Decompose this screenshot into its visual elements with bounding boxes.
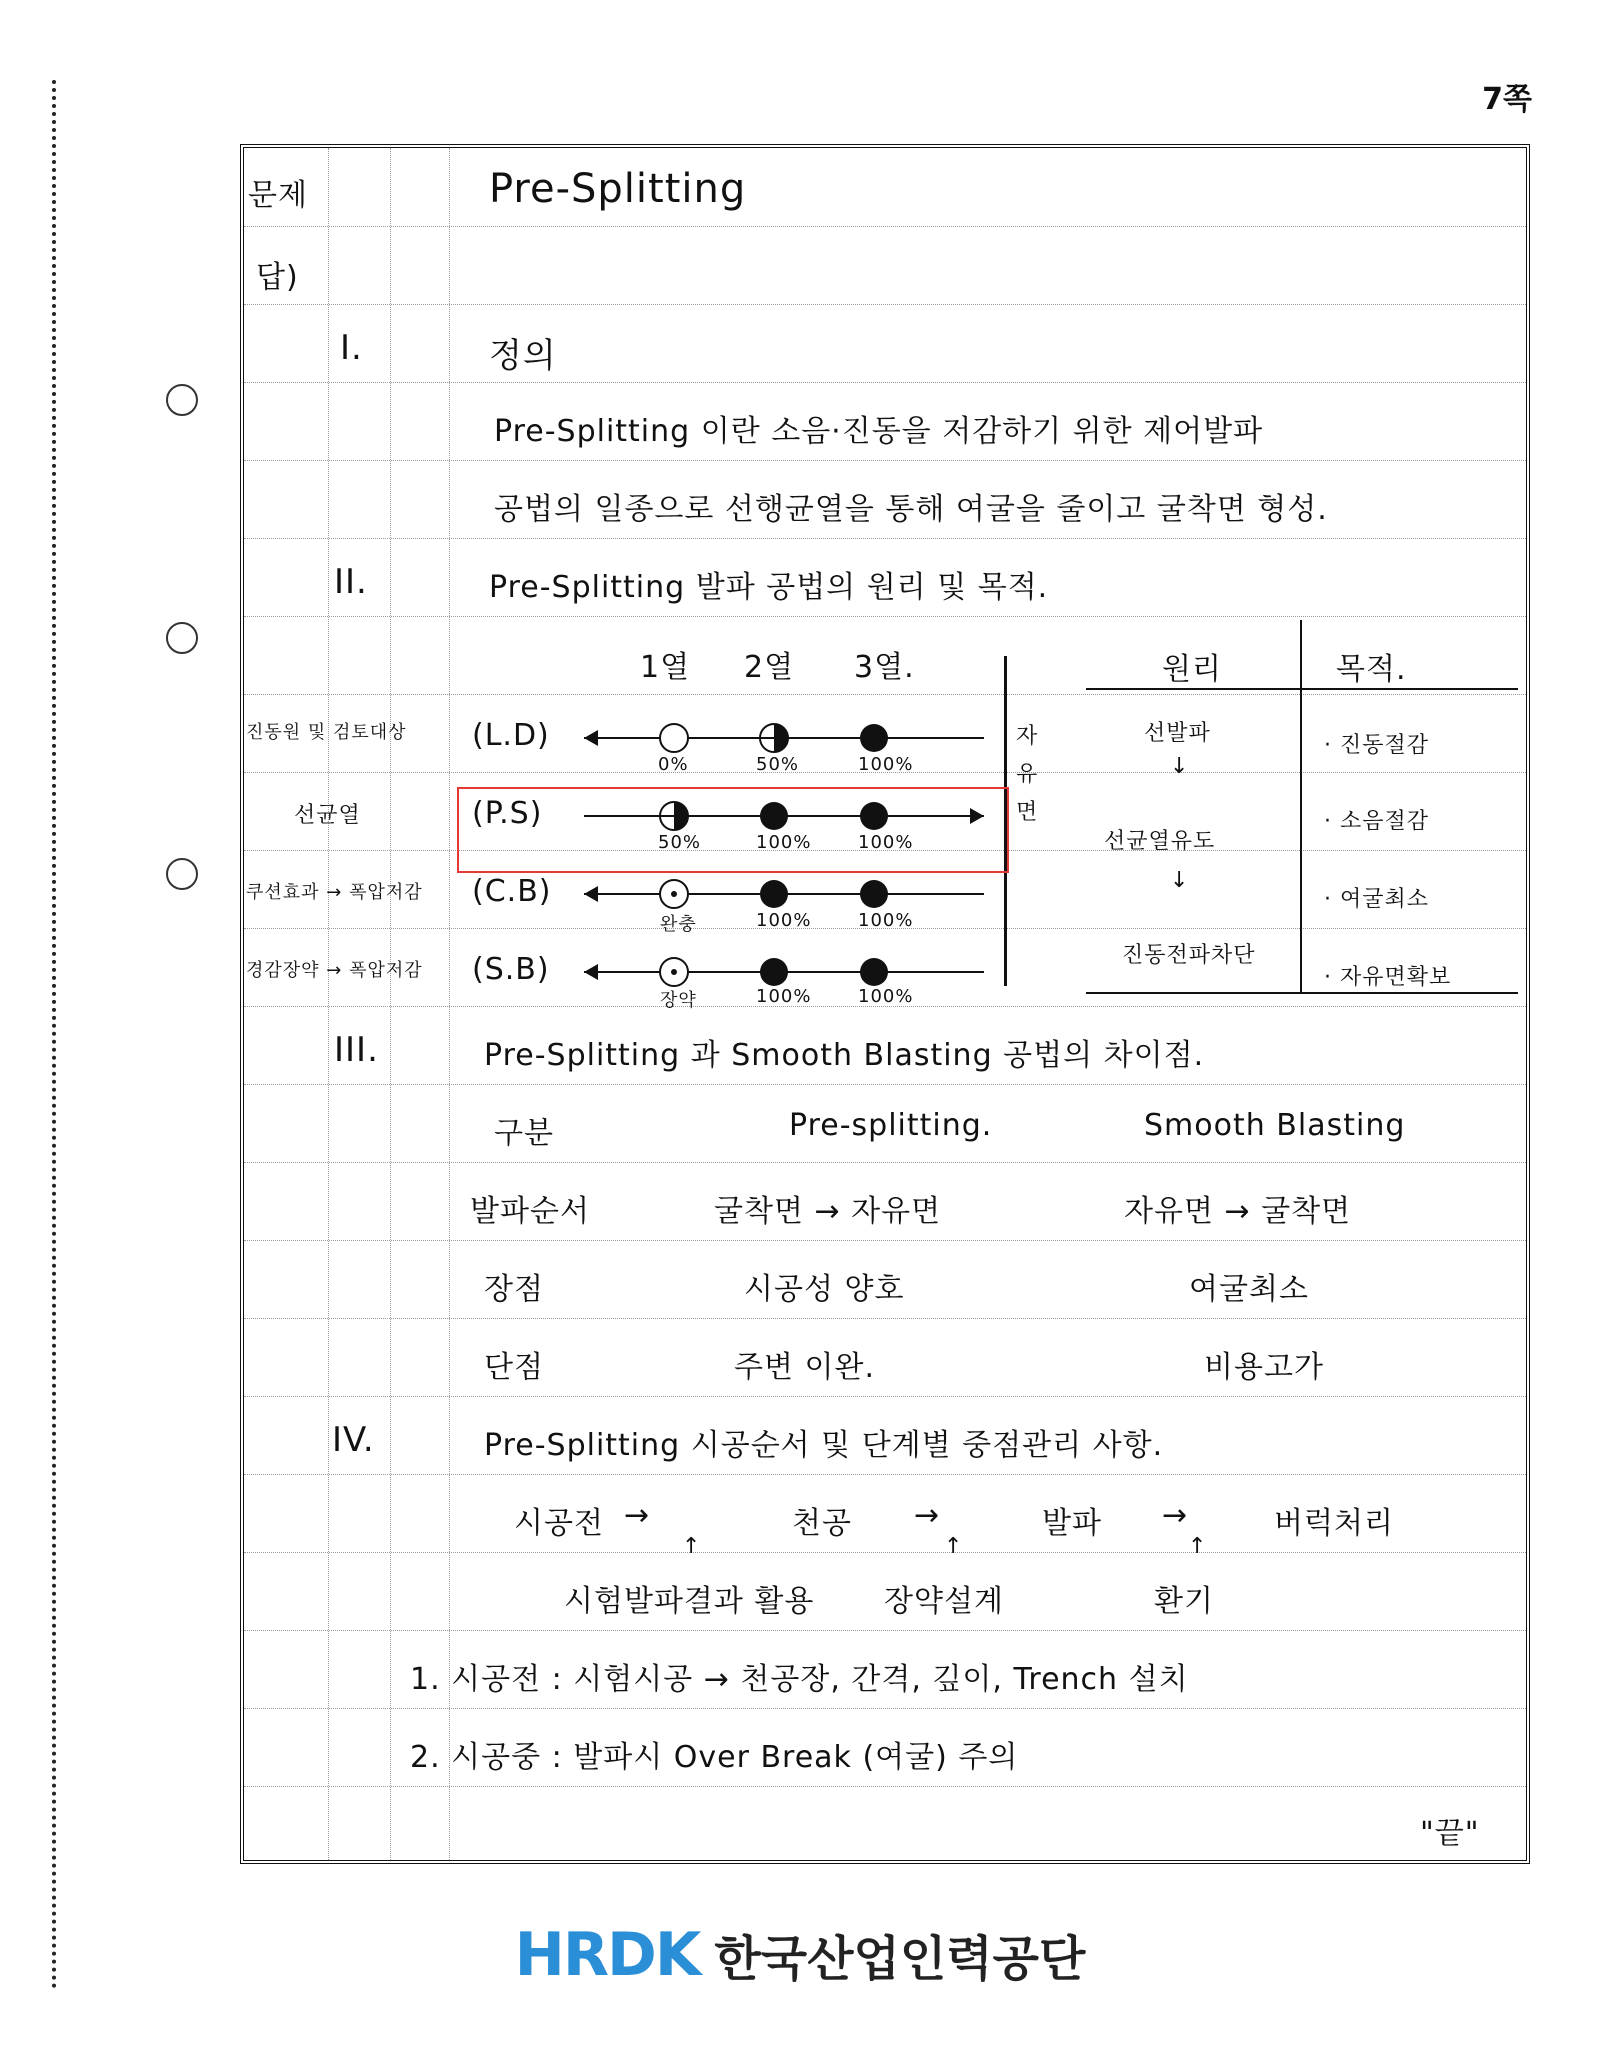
flow-note-3: 환기 — [1154, 1584, 1214, 1619]
binder-hole — [166, 622, 198, 654]
principle-3: 진동전파차단 — [1122, 943, 1256, 968]
diagram-code-ld: (L.D) — [472, 718, 550, 753]
diagram-code-cb: (C.B) — [472, 874, 552, 909]
diagram-code-ps: (P.S) — [472, 796, 543, 831]
management-item-2: 2. 시공중 : 발파시 Over Break (여굴) 주의 — [410, 1740, 1019, 1775]
question-label: 문제 — [248, 178, 308, 213]
ps-pct-2: 100% — [756, 832, 812, 853]
flow-arrow-1: → — [624, 1498, 651, 1533]
diagram-col-3: 3열. — [854, 650, 915, 685]
flow-arrow-2: → — [914, 1498, 941, 1533]
section-4-heading: Pre-Splitting 시공순서 및 단계별 중점관리 사항. — [484, 1428, 1164, 1463]
diagram-side-ps: 선균열 — [294, 803, 361, 828]
flow-note-arrow-3: ↑ — [1188, 1534, 1208, 1559]
ld-pct-1: 0% — [658, 754, 689, 775]
sb-pct-1: 장약 — [660, 990, 697, 1011]
section-1-heading: 정의 — [489, 336, 557, 376]
section-1-number: I. — [340, 328, 363, 368]
sb-row-graphic — [584, 942, 1014, 1022]
ps-pct-1: 50% — [658, 832, 702, 853]
ld-pct-2: 50% — [756, 754, 800, 775]
ld-row-graphic — [584, 708, 1014, 788]
free-face-label: 자유면 — [1016, 724, 1039, 825]
principle-arrow-2: ↓ — [1170, 868, 1190, 893]
comparison-row-1-ps: 굴착면 → 자유면 — [714, 1194, 942, 1229]
diagram-side-sb: 경감장약 → 폭압저감 — [246, 960, 423, 981]
definition-line-1: Pre-Splitting 이란 소음·진동을 저감하기 위한 제어발파 — [494, 414, 1264, 449]
section-3-number: III. — [334, 1030, 379, 1070]
comparison-row-2-ps: 시공성 양호 — [744, 1272, 905, 1307]
answer-sheet — [240, 144, 1530, 1864]
diagram-code-sb: (S.B) — [472, 952, 550, 987]
highlight-box — [457, 787, 1009, 873]
principle-table-divider — [1300, 620, 1302, 992]
flow-note-2: 장약설계 — [884, 1584, 1004, 1619]
comparison-row-3-ps: 주변 이완. — [734, 1350, 875, 1385]
cb-row-graphic — [584, 864, 1014, 944]
page-number: 7쪽 — [1482, 82, 1532, 117]
purpose-3: · 여굴최소 — [1324, 887, 1429, 912]
principle-table-bottom-line — [1086, 992, 1518, 994]
comparison-row-3-label: 단점 — [484, 1350, 544, 1385]
principle-header: 원리 — [1162, 652, 1222, 687]
comparison-row-1-label: 발파순서 — [470, 1194, 590, 1229]
principle-2: 선균열유도 — [1104, 829, 1216, 854]
diagram-side-cb: 쿠션효과 → 폭압저감 — [246, 882, 423, 903]
section-2-number: II. — [334, 562, 368, 602]
comparison-header-3: Smooth Blasting — [1144, 1108, 1406, 1143]
diagram-col-2: 2열 — [744, 650, 795, 685]
purpose-header: 목적. — [1336, 652, 1407, 687]
hrdk-logo-text: HRDK — [514, 1920, 700, 1990]
diagram-side-ld: 진동원 및 검토대상 — [246, 722, 407, 743]
binder-hole — [166, 384, 198, 416]
ld-pct-3: 100% — [858, 754, 914, 775]
end-mark: "끝" — [1420, 1816, 1480, 1851]
management-item-1: 1. 시공전 : 시험시공 → 천공장, 간격, 깊이, Trench 설치 — [410, 1662, 1189, 1697]
purpose-2: · 소음절감 — [1324, 809, 1429, 834]
flow-step-3: 발파 — [1042, 1506, 1102, 1541]
cb-pct-1: 완충 — [660, 914, 697, 935]
principle-arrow-1: ↓ — [1170, 754, 1190, 779]
hrdk-org-name: 한국산업인력공단 — [714, 1931, 1086, 1987]
comparison-header-2: Pre-splitting. — [789, 1108, 993, 1143]
binder-hole — [166, 858, 198, 890]
ps-pct-3: 100% — [858, 832, 914, 853]
diagram-col-1: 1열 — [640, 650, 691, 685]
comparison-row-2-sb: 여굴최소 — [1189, 1272, 1309, 1307]
flow-note-arrow-2: ↑ — [944, 1534, 964, 1559]
footer-logo — [0, 1920, 1600, 1990]
question-title: Pre-Splitting — [489, 166, 747, 212]
sb-pct-2: 100% — [756, 986, 812, 1007]
section-4-number: IV. — [332, 1420, 375, 1460]
flow-arrow-3: → — [1162, 1498, 1189, 1533]
principle-1: 선발파 — [1144, 721, 1211, 746]
comparison-row-2-label: 장점 — [484, 1272, 544, 1307]
flow-step-4: 버럭처리 — [1274, 1506, 1394, 1541]
purpose-4: · 자유면확보 — [1324, 965, 1452, 990]
cb-pct-2: 100% — [756, 910, 812, 931]
binding-dotted-line — [52, 80, 56, 1990]
comparison-row-1-sb: 자유면 → 굴착면 — [1124, 1194, 1352, 1229]
cb-pct-3: 100% — [858, 910, 914, 931]
definition-line-2: 공법의 일종으로 선행균열을 통해 여굴을 줄이고 굴착면 형성. — [494, 492, 1328, 527]
purpose-1: · 진동절감 — [1324, 733, 1429, 758]
comparison-row-3-sb: 비용고가 — [1204, 1350, 1324, 1385]
section-2-heading: Pre-Splitting 발파 공법의 원리 및 목적. — [489, 570, 1049, 605]
flow-note-1: 시험발파결과 활용 — [564, 1584, 815, 1619]
flow-step-1: 시공전 — [514, 1506, 604, 1541]
flow-note-arrow-1: ↑ — [682, 1534, 702, 1559]
flow-step-2: 천공 — [792, 1506, 852, 1541]
comparison-header-1: 구분 — [494, 1116, 554, 1151]
section-3-heading: Pre-Splitting 과 Smooth Blasting 공법의 차이점. — [484, 1038, 1205, 1073]
answer-label: 답) — [256, 260, 299, 295]
sb-pct-3: 100% — [858, 986, 914, 1007]
principle-table-header-line — [1086, 688, 1518, 690]
